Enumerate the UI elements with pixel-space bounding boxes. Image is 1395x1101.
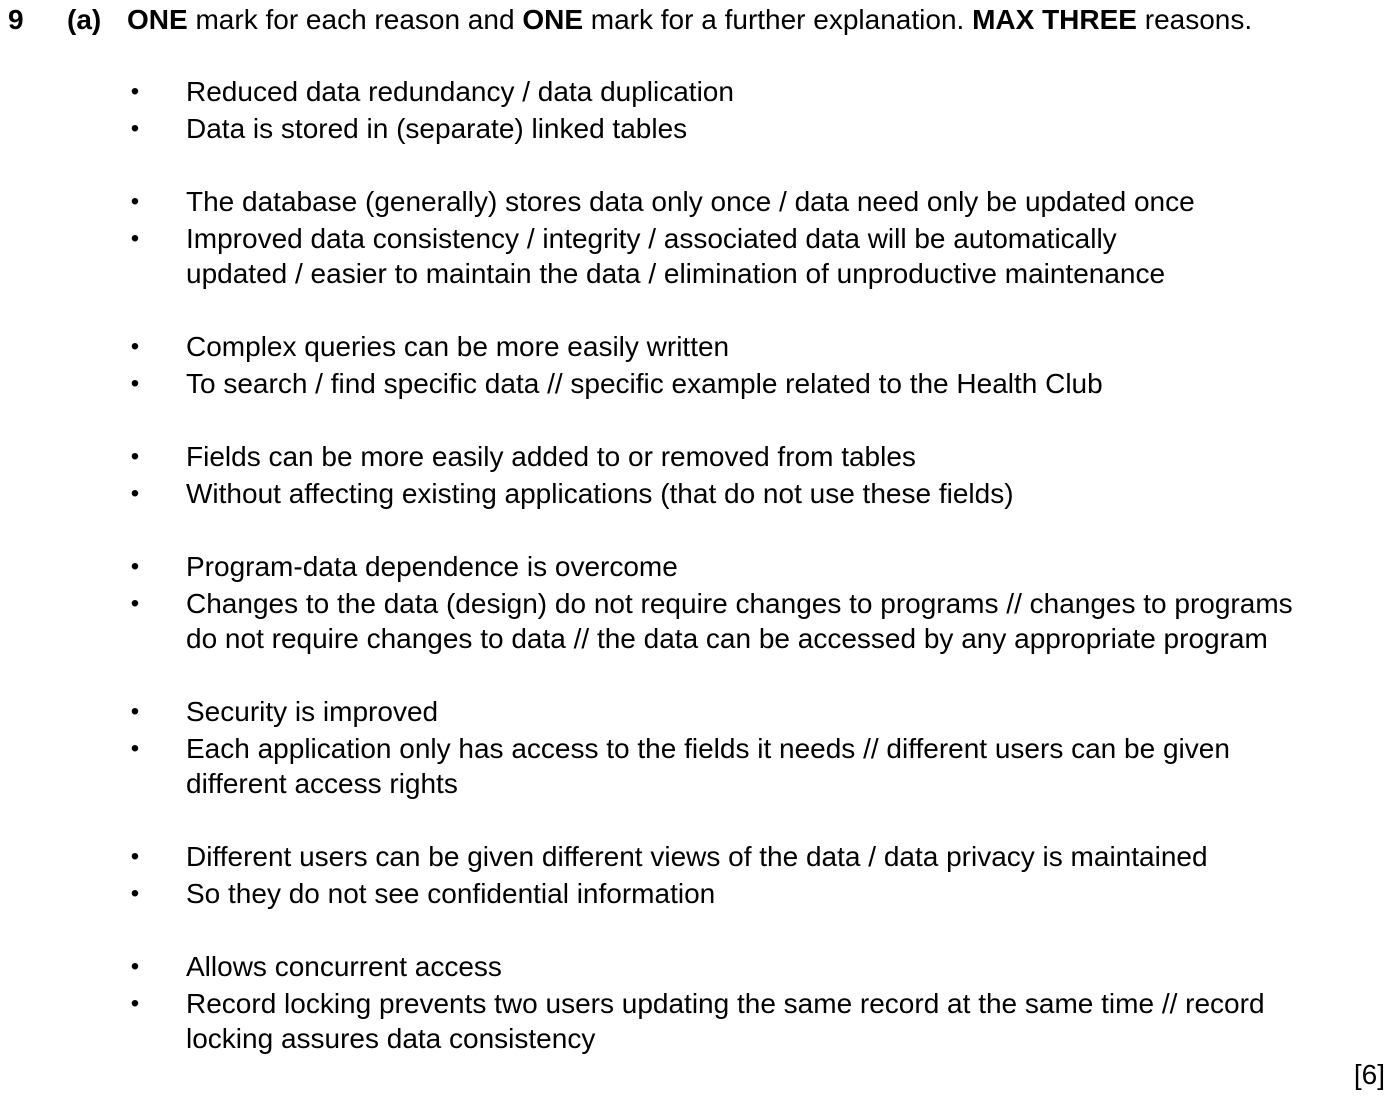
reason-item (0, 329, 1395, 364)
reason-text: The database (generally) stores data only once / data need only be updated once (186, 186, 1195, 217)
bullet-icon: • (130, 225, 140, 252)
reason-text: Program-data dependence is overcome (186, 551, 678, 582)
bullet-icon: • (130, 698, 140, 725)
explanation-text: So they do not see confidential information (186, 878, 716, 909)
explanation-item (0, 731, 1395, 801)
bullet-icon: • (130, 990, 140, 1017)
reason-text: Security is improved (186, 696, 439, 727)
answer-group-8 (0, 949, 1395, 1056)
explanation-text: Changes to the data (design) do not require changes to programs // changes to programs do not require changes to data // the data can be accessed by any appropriate program (186, 588, 1293, 654)
explanation-item (0, 586, 1395, 656)
reason-item (0, 74, 1395, 109)
reason-text: Different users can be given different views of the data / data privacy is maintained (186, 841, 1208, 872)
instruction-text-3: reasons. (1136, 4, 1253, 35)
answer-group-5 (0, 549, 1395, 656)
explanation-text: Improved data consistency / integrity / associated data will be automatically updated / easier to maintain the data / elimination of unproductive maintenance (186, 223, 1166, 289)
total-marks: [6] (1353, 1059, 1385, 1090)
bullet-icon: • (130, 553, 140, 580)
reason-item (0, 949, 1395, 984)
bullet-icon: • (130, 843, 140, 870)
explanation-item (0, 476, 1395, 511)
answer-group-7 (0, 839, 1395, 911)
explanation-text: Each application only has access to the fields it needs // different users can be given different access rights (186, 733, 1230, 799)
instruction-emphasis-one: ONE (127, 4, 188, 35)
mark-scheme-instruction (127, 2, 1252, 37)
explanation-text: Without affecting existing applications (that do not use these fields) (186, 478, 1014, 509)
explanation-text: Data is stored in (separate) linked tables (186, 113, 688, 144)
answer-group-3 (0, 329, 1395, 401)
instruction-text-2: mark for a further explanation. (583, 4, 973, 35)
explanation-item (0, 876, 1395, 911)
bullet-icon: • (130, 115, 140, 142)
question-part: (a) (67, 4, 102, 35)
bullet-icon: • (130, 480, 140, 507)
bullet-icon: • (130, 735, 140, 762)
reason-item (0, 549, 1395, 584)
bullet-icon: • (130, 333, 140, 360)
explanation-text: Record locking prevents two users updating the same record at the same time // record locking assures data consistency (186, 988, 1265, 1054)
answer-group-6 (0, 694, 1395, 801)
explanation-item (0, 111, 1395, 146)
answer-group-2 (0, 184, 1395, 291)
reason-text: Reduced data redundancy / data duplication (186, 76, 734, 107)
instruction-text-1: mark for each reason and (187, 4, 523, 35)
reason-item (0, 694, 1395, 729)
reason-item (0, 439, 1395, 474)
reason-text: Complex queries can be more easily written (186, 331, 730, 362)
bullet-icon: • (130, 78, 140, 105)
bullet-icon: • (130, 590, 140, 617)
explanation-item (0, 986, 1395, 1056)
question-number: 9 (8, 4, 24, 35)
explanation-item (0, 366, 1395, 401)
reason-item (0, 184, 1395, 219)
explanation-text: To search / find specific data // specific example related to the Health Club (186, 368, 1103, 399)
reason-text: Allows concurrent access (186, 951, 502, 982)
bullet-icon: • (130, 880, 140, 907)
explanation-item (0, 221, 1395, 291)
answer-group-1 (0, 74, 1395, 146)
answer-group-4 (0, 439, 1395, 511)
instruction-emphasis-max-three: MAX THREE (972, 4, 1137, 35)
reason-item (0, 839, 1395, 874)
instruction-emphasis-one-2: ONE (522, 4, 583, 35)
bullet-icon: • (130, 443, 140, 470)
bullet-icon: • (130, 188, 140, 215)
bullet-icon: • (130, 370, 140, 397)
reason-text: Fields can be more easily added to or removed from tables (186, 441, 916, 472)
bullet-icon: • (130, 953, 140, 980)
